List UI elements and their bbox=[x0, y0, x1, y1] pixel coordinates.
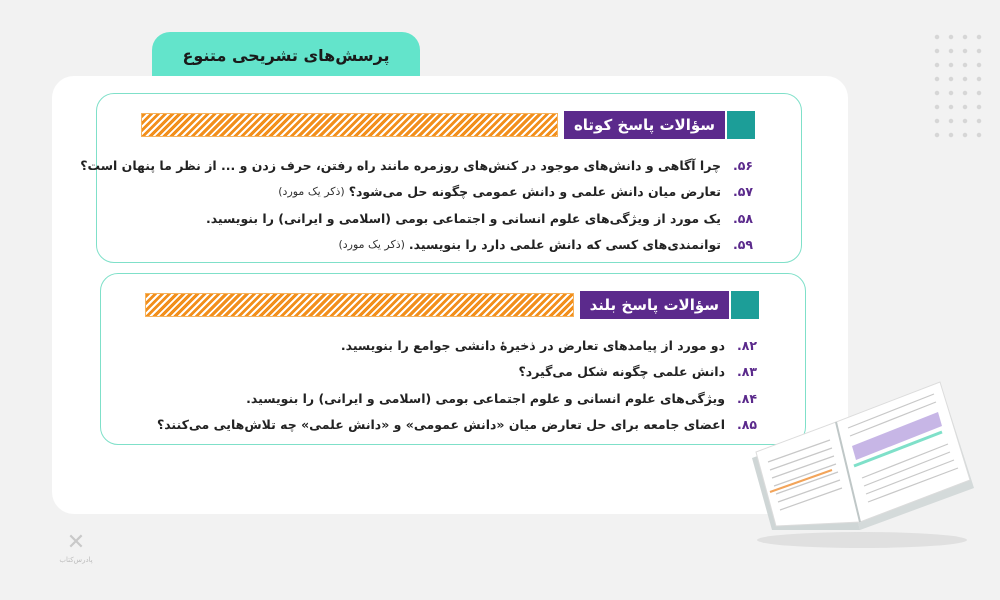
question-text: ویژگی‌های علوم انسانی و علوم اجتماعی بومی (اسلامی و ایرانی) را بنویسید. bbox=[246, 390, 725, 406]
long-answer-section bbox=[100, 273, 806, 445]
decorative-dot-grid bbox=[930, 30, 990, 140]
open-book-illustration bbox=[742, 380, 978, 552]
question-item bbox=[117, 232, 753, 259]
section-title: سؤالات پاسخ بلند bbox=[580, 291, 729, 319]
question-number: ۵۹. bbox=[732, 237, 753, 253]
section-marker-icon bbox=[727, 111, 755, 139]
question-item bbox=[121, 332, 757, 359]
question-text: دو مورد از پیامدهای تعارض در ذخیرهٔ دانشی جوامع را بنویسید. bbox=[340, 337, 725, 353]
question-item bbox=[121, 359, 757, 386]
question-item bbox=[80, 152, 753, 179]
section-header bbox=[137, 110, 755, 140]
section-marker-icon bbox=[731, 291, 759, 319]
question-note: (ذکر یک مورد) bbox=[278, 185, 345, 199]
brand-logo bbox=[56, 532, 96, 572]
page-title-tab bbox=[152, 32, 420, 78]
question-number: ۸۵. bbox=[736, 417, 757, 433]
section-title: سؤالات پاسخ کوتاه bbox=[564, 111, 725, 139]
question-number: ۵۷. bbox=[732, 184, 753, 200]
logo-icon: ✕ bbox=[66, 530, 86, 555]
question-item bbox=[117, 179, 753, 206]
question-number: ۸۲. bbox=[736, 337, 757, 353]
short-answer-section bbox=[80, 93, 802, 263]
question-text: تعارض میان دانش علمی و دانش عمومی چگونه حل می‌شود؟ bbox=[348, 184, 721, 200]
question-text: چرا آگاهی و دانش‌های موجود در کنش‌های روزمره مانند راه رفتن، حرف زدن و ... از نظر ما پنهان است؟ bbox=[80, 157, 721, 173]
logo-text: پادرس‌کتاب bbox=[59, 556, 93, 564]
section-hatch-bar bbox=[141, 113, 558, 137]
section-hatch-bar bbox=[145, 293, 574, 317]
question-number: ۸۳. bbox=[736, 364, 757, 380]
question-text: توانمندی‌های کسی که دانش علمی دارد را بنویسید. bbox=[408, 237, 721, 253]
question-number: ۵۶. bbox=[732, 157, 753, 173]
question-text: دانش علمی چگونه شکل می‌گیرد؟ bbox=[518, 364, 725, 380]
page-title: پرسش‌های تشریحی متنوع bbox=[182, 45, 390, 65]
question-number: ۵۸. bbox=[732, 210, 753, 226]
question-text: اعضای جامعه برای حل تعارض میان «دانش عمومی» و «دانش علمی» چه تلاش‌هایی می‌کنند؟ bbox=[156, 417, 725, 433]
question-list bbox=[80, 152, 753, 258]
section-header bbox=[141, 290, 759, 320]
question-item bbox=[117, 205, 753, 232]
question-text: یک مورد از ویژگی‌های علوم انسانی و اجتماعی بومی (اسلامی و ایرانی) را بنویسید. bbox=[205, 210, 721, 226]
question-number: ۸۴. bbox=[736, 390, 757, 406]
question-item bbox=[121, 412, 757, 439]
question-note: (ذکر یک مورد) bbox=[338, 238, 405, 252]
question-list bbox=[121, 332, 757, 438]
question-item bbox=[121, 385, 757, 412]
